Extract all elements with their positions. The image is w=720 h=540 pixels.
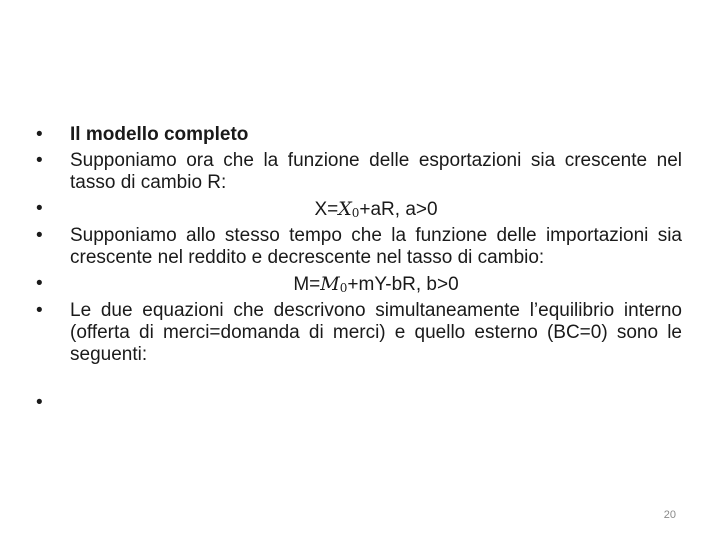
equation-symbol: M xyxy=(320,273,340,295)
bullet-item-import-equation xyxy=(36,273,682,296)
bullet-text: Supponiamo ora che la funzione delle esportazioni sia crescente nel tasso di cambio R: xyxy=(70,150,682,193)
bullet-marker: • xyxy=(36,300,43,321)
export-equation xyxy=(314,199,437,220)
equation-subscript: 0 xyxy=(351,206,360,220)
bullet-text: Il modello completo xyxy=(70,124,249,145)
import-equation xyxy=(293,274,458,295)
equation-rhs: +mY-bR, b>0 xyxy=(347,274,459,295)
bullet-text: Supponiamo allo stesso tempo che la funzione delle importazioni sia crescente nel reddito e decrescente nel tasso di cambio: xyxy=(70,225,682,268)
bullet-list xyxy=(36,124,682,418)
equation-subscript: 0 xyxy=(339,281,348,295)
bullet-marker: • xyxy=(36,150,43,171)
equation-lhs: X= xyxy=(314,199,339,220)
bullet-item-imports xyxy=(36,225,682,269)
bullet-item-title xyxy=(36,124,682,146)
bullet-text xyxy=(70,392,682,414)
bullet-marker: • xyxy=(36,124,43,145)
bullet-marker: • xyxy=(36,225,43,246)
equation-symbol: X xyxy=(338,198,352,220)
bullet-marker: • xyxy=(36,198,43,219)
bullet-text: Le due equazioni che descrivono simultaneamente l’equilibrio interno (offerta di merci=domanda di merci) e quello esterno (BC=0) sono le seguenti: xyxy=(70,300,682,365)
bullet-item-equilibrium xyxy=(36,300,682,366)
bullet-marker: • xyxy=(36,273,43,294)
bullet-item-export-equation xyxy=(36,198,682,221)
bullet-item-exports xyxy=(36,150,682,194)
equation-lhs: M= xyxy=(293,274,321,295)
page-number: 20 xyxy=(663,509,676,521)
bullet-marker: • xyxy=(36,392,43,413)
equation-rhs: +aR, a>0 xyxy=(359,199,438,220)
bullet-item-empty xyxy=(36,392,682,414)
